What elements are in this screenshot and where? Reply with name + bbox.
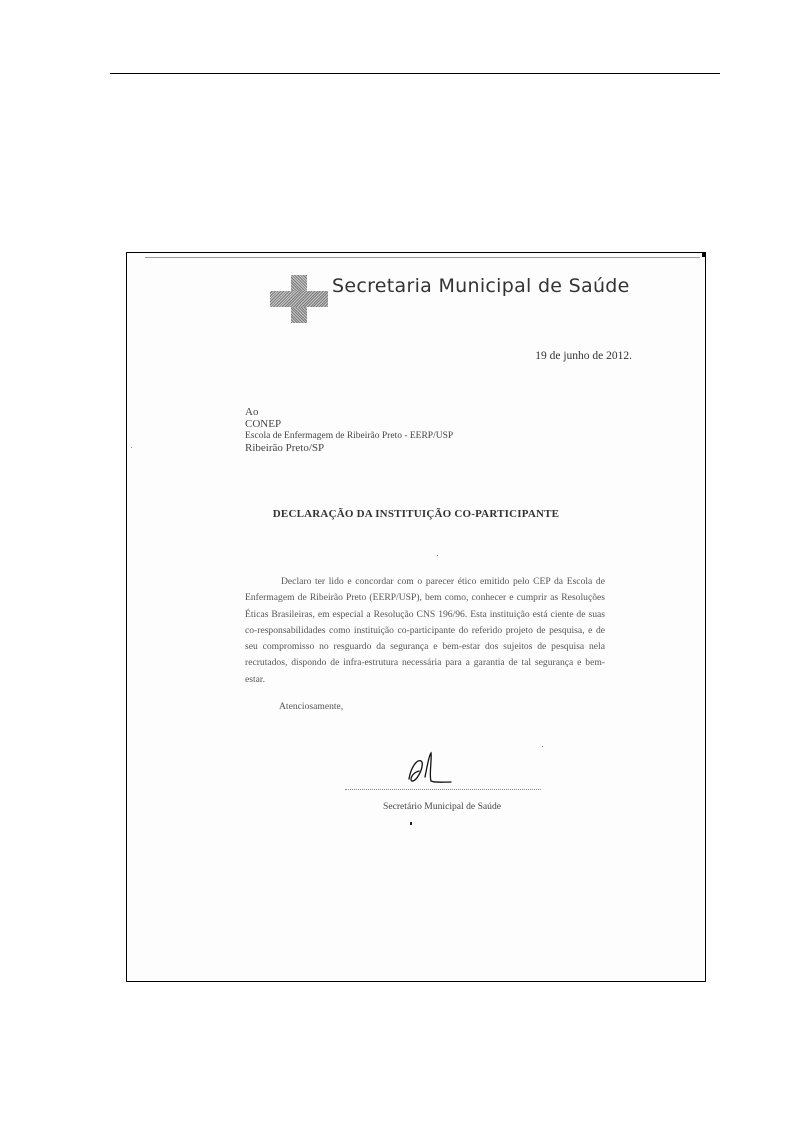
signature-line: [345, 789, 541, 790]
scan-corner-mark: [702, 253, 705, 257]
scan-speck: [437, 555, 438, 556]
declaration-title: DECLARAÇÃO DA INSTITUIÇÃO CO-PARTICIPANTE: [272, 508, 560, 520]
recipient-salutation: Ao: [245, 406, 259, 418]
scan-edge-line: [145, 257, 700, 258]
red-cross-icon: [270, 275, 328, 323]
scan-speck: [542, 746, 543, 747]
scanned-letter: [126, 252, 706, 982]
recipient-name: CONEP: [245, 418, 282, 430]
declaration-body: Declaro ter lido e concordar com o parecer ético emitido pelo CEP da Escola de Enfermagem de Ribeirão Preto (EERP/USP), bem como, conhecer e cumprir as Resoluções Éticas Brasileiras, em especial a Resolução CNS 196/96. Esta instituição está ciente de suas co-responsabilidades como instituição co-participante do referido projeto de pesquisa, e de seu compromisso no resguardo da segurança e bem-estar dos sujeitos de pesquisa nela recrutados, dispondo de infra-estrutura necessária para a garantia de tal segurança e bem-estar.: [245, 576, 605, 685]
closing: Atenciosamente,: [279, 701, 344, 712]
letterhead: [270, 275, 650, 323]
recipient-institution: Escola de Enfermagem de Ribeirão Preto - EERP/USP: [245, 431, 454, 441]
scan-dot: [410, 822, 412, 825]
recipient-city: Ribeirão Preto/SP: [245, 442, 325, 454]
recipient-block: [245, 406, 453, 454]
signatory-title: Secretário Municipal de Saúde: [383, 801, 502, 812]
page-header-rule: [110, 73, 720, 74]
organization-name: Secretaria Municipal de Saúde: [332, 275, 630, 297]
handwritten-signature: [405, 749, 455, 789]
scan-speck: [131, 447, 132, 448]
letter-date: 19 de junho de 2012.: [535, 350, 632, 362]
